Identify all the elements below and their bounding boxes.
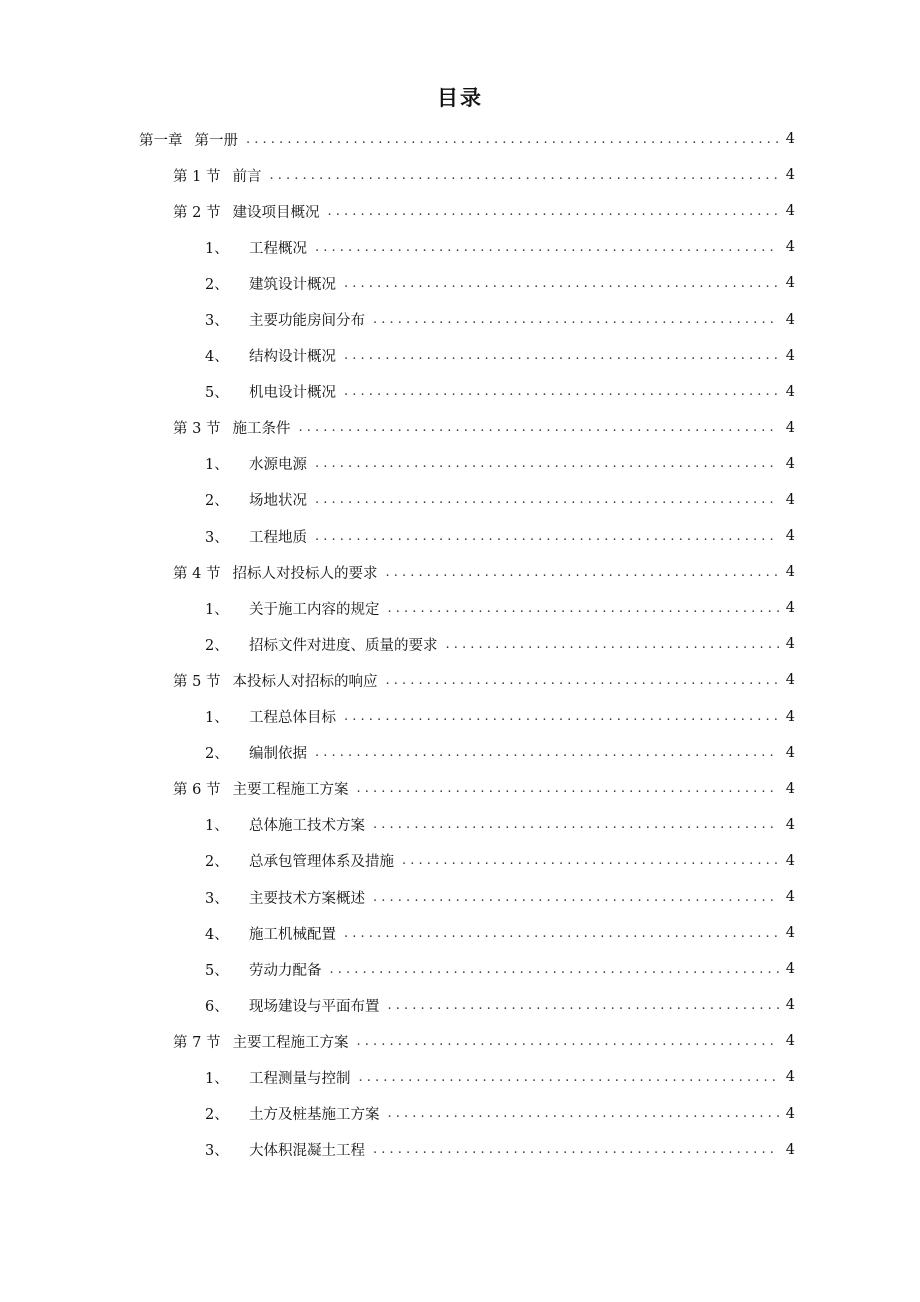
toc-entry-page-number: 4: [785, 491, 795, 508]
dot-leader: [446, 638, 780, 651]
toc-entry-text: 第一册: [194, 132, 238, 149]
toc-entry[interactable]: [0, 735, 920, 771]
toc-entry-page-number: 4: [785, 961, 795, 978]
toc-entry-text: 关于施工内容的规定: [249, 601, 380, 618]
toc-entry-page-number: 4: [785, 203, 795, 220]
toc-entry-number: 5、: [205, 385, 229, 402]
toc-entry-label: [173, 778, 348, 799]
toc-entry-text: 本投标人对招标的响应: [232, 673, 378, 690]
toc-entry-label: [173, 417, 290, 438]
dot-leader: [315, 530, 779, 543]
toc-entry-number: 4、: [205, 926, 229, 943]
toc-entry-label: [205, 345, 336, 366]
toc-entry-number: 第 7 节: [173, 1034, 221, 1051]
toc-entry[interactable]: [0, 374, 920, 410]
toc-entry-label: [205, 381, 336, 402]
toc-entry-number: 第一章: [139, 132, 183, 149]
toc-entry-text: 建设项目概况: [232, 204, 320, 221]
toc-entry-number: 3、: [205, 313, 229, 330]
toc-entry[interactable]: [0, 915, 920, 951]
toc-entry-number: 1、: [205, 1070, 229, 1087]
toc-entry[interactable]: [0, 987, 920, 1023]
toc-entry-text: 主要功能房间分布: [249, 313, 365, 330]
toc-entry-number: 2、: [205, 854, 229, 871]
toc-entry-number: 第 5 节: [173, 673, 221, 690]
toc-entry[interactable]: [0, 590, 920, 626]
toc-entry-label: [205, 887, 365, 908]
toc-entry[interactable]: [0, 699, 920, 735]
toc-entry-page-number: 4: [785, 780, 795, 797]
toc-entry[interactable]: [0, 265, 920, 301]
dot-leader: [246, 133, 779, 146]
dot-leader: [330, 963, 780, 976]
dot-leader: [269, 169, 779, 182]
toc-entry-page-number: 4: [785, 275, 795, 292]
toc-entry-page-number: 4: [785, 636, 795, 653]
toc-entry-number: 3、: [205, 529, 229, 546]
toc-entry-label: [205, 453, 307, 474]
toc-entry-number: 第 4 节: [173, 565, 221, 582]
toc-entry-text: 工程测量与控制: [249, 1070, 351, 1087]
toc-entry-page-number: 4: [785, 455, 795, 472]
toc-entry-page-number: 4: [785, 347, 795, 364]
toc-entry-page-number: 4: [785, 167, 795, 184]
toc-entry[interactable]: [0, 626, 920, 662]
dot-leader: [373, 313, 779, 326]
toc-entry-number: 2、: [205, 746, 229, 763]
dot-leader: [388, 999, 780, 1012]
toc-entry-label: [205, 489, 307, 510]
toc-entry-page-number: 4: [785, 708, 795, 725]
toc-entry-label: [205, 1103, 380, 1124]
toc-entry-page-number: 4: [785, 311, 795, 328]
toc-entry-page-number: 4: [785, 852, 795, 869]
toc-entry-page-number: 4: [785, 419, 795, 436]
toc-entry-label: [205, 598, 380, 619]
toc-entry-page-number: 4: [785, 925, 795, 942]
toc-entry-page-number: 4: [785, 1105, 795, 1122]
toc-entry-number: 第 6 节: [173, 782, 221, 799]
toc-entry-text: 主要工程施工方案: [232, 782, 349, 799]
toc-entry-page-number: 4: [785, 816, 795, 833]
toc-entry-page-number: 4: [785, 600, 795, 617]
toc-entry-number: 3、: [205, 890, 229, 907]
toc-entry[interactable]: [0, 843, 920, 879]
dot-leader: [388, 602, 780, 615]
dot-leader: [373, 818, 779, 831]
dot-leader: [327, 205, 779, 218]
toc-entry-number: 2、: [205, 637, 229, 654]
toc-entry-page-number: 4: [785, 997, 795, 1014]
toc-entry-text: 现场建设与平面布置: [249, 998, 380, 1015]
toc-entry-text: 招标文件对进度、质量的要求: [249, 637, 438, 654]
dot-leader: [388, 1107, 780, 1120]
toc-entry-number: 2、: [205, 1107, 229, 1124]
toc-entry-label: [205, 309, 365, 330]
dot-leader: [373, 1143, 779, 1156]
toc-entry-number: 1、: [205, 710, 229, 727]
toc-entry[interactable]: [0, 157, 920, 193]
toc-entry-label: [205, 273, 336, 294]
toc-entry[interactable]: [0, 879, 920, 915]
toc-entry-label: [173, 670, 377, 691]
toc-entry-page-number: 4: [785, 1033, 795, 1050]
toc-entry-page-number: 4: [785, 131, 795, 148]
toc-entry-number: 1、: [205, 601, 229, 618]
table-of-contents: [0, 121, 920, 1168]
toc-entry-label: [205, 814, 365, 835]
toc-entry-text: 施工条件: [232, 421, 291, 438]
toc-entry-text: 工程地质: [249, 529, 307, 546]
toc-entry-text: 招标人对投标人的要求: [232, 565, 378, 582]
dot-leader: [344, 710, 779, 723]
toc-entry-number: 第 2 节: [173, 204, 221, 221]
toc-entry-text: 总体施工技术方案: [249, 818, 365, 835]
toc-entry[interactable]: [0, 807, 920, 843]
toc-entry[interactable]: [0, 446, 920, 482]
toc-entry-label: [205, 1067, 351, 1088]
toc-entry-page-number: 4: [785, 672, 795, 689]
dot-leader: [356, 782, 779, 795]
toc-entry[interactable]: [0, 554, 920, 590]
toc-entry-text: 编制依据: [249, 746, 307, 763]
toc-entry-number: 6、: [205, 998, 229, 1015]
toc-entry-label: [205, 850, 394, 871]
toc-entry-text: 水源电源: [249, 457, 307, 474]
toc-entry-label: [205, 526, 307, 547]
toc-entry-page-number: 4: [785, 239, 795, 256]
toc-entry-label: [205, 706, 336, 727]
toc-entry-number: 4、: [205, 349, 229, 366]
toc-entry[interactable]: [0, 229, 920, 265]
toc-entry-page-number: 4: [785, 1141, 795, 1158]
toc-entry[interactable]: [0, 771, 920, 807]
dot-leader: [344, 277, 779, 290]
toc-entry-label: [173, 1031, 348, 1052]
toc-entry-text: 劳动力配备: [249, 962, 322, 979]
toc-entry-number: 第 1 节: [173, 168, 221, 185]
toc-entry-number: 1、: [205, 818, 229, 835]
dot-leader: [385, 566, 779, 579]
toc-entry-page-number: 4: [785, 889, 795, 906]
toc-entry-label: [205, 1139, 365, 1160]
toc-entry[interactable]: [0, 121, 920, 157]
toc-entry-text: 结构设计概况: [249, 349, 336, 366]
toc-entry-text: 前言: [232, 168, 262, 185]
toc-entry-label: [205, 237, 307, 258]
dot-leader: [315, 493, 779, 506]
toc-entry-text: 总承包管理体系及措施: [249, 854, 394, 871]
toc-entry[interactable]: [0, 1059, 920, 1095]
toc-entry-label: [205, 959, 322, 980]
dot-leader: [344, 927, 779, 940]
dot-leader: [344, 349, 779, 362]
toc-entry-text: 施工机械配置: [249, 926, 336, 943]
toc-entry-number: 2、: [205, 493, 229, 510]
toc-entry-text: 主要工程施工方案: [232, 1034, 349, 1051]
toc-entry-label: [205, 742, 307, 763]
dot-leader: [356, 1035, 779, 1048]
toc-entry[interactable]: [0, 1096, 920, 1132]
toc-entry-label: [205, 995, 380, 1016]
dot-leader: [315, 746, 779, 759]
toc-entry-text: 机电设计概况: [249, 385, 336, 402]
dot-leader: [402, 854, 779, 867]
toc-entry-number: 第 3 节: [173, 421, 221, 438]
toc-title: 目录: [437, 85, 483, 110]
toc-entry-text: 主要技术方案概述: [249, 890, 365, 907]
toc-entry-number: 1、: [205, 457, 229, 474]
toc-entry-number: 5、: [205, 962, 229, 979]
toc-entry-number: 3、: [205, 1143, 229, 1160]
toc-entry-label: [173, 165, 261, 186]
toc-entry-page-number: 4: [785, 1069, 795, 1086]
dot-leader: [373, 891, 779, 904]
dot-leader: [315, 457, 779, 470]
toc-entry-text: 土方及桩基施工方案: [249, 1107, 380, 1124]
toc-entry[interactable]: [0, 662, 920, 698]
toc-entry-page-number: 4: [785, 528, 795, 545]
toc-entry[interactable]: [0, 410, 920, 446]
toc-entry-text: 场地状况: [249, 493, 307, 510]
dot-leader: [298, 421, 779, 434]
toc-entry-label: [205, 634, 438, 655]
toc-entry[interactable]: [0, 338, 920, 374]
toc-entry-text: 建筑设计概况: [249, 276, 336, 293]
toc-entry-page-number: 4: [785, 744, 795, 761]
toc-entry-label: [205, 923, 336, 944]
toc-entry[interactable]: [0, 301, 920, 337]
toc-entry-number: 1、: [205, 240, 229, 257]
toc-entry-page-number: 4: [785, 383, 795, 400]
toc-entry-label: [173, 562, 377, 583]
toc-entry[interactable]: [0, 518, 920, 554]
toc-entry-number: 2、: [205, 276, 229, 293]
toc-entry-label: [173, 201, 319, 222]
toc-entry[interactable]: [0, 193, 920, 229]
toc-entry-label: [139, 129, 238, 150]
toc-entry[interactable]: [0, 482, 920, 518]
toc-entry-text: 工程总体目标: [249, 710, 336, 727]
toc-entry[interactable]: [0, 951, 920, 987]
toc-entry-text: 大体积混凝土工程: [249, 1143, 365, 1160]
dot-leader: [385, 674, 779, 687]
dot-leader: [359, 1071, 780, 1084]
toc-entry-page-number: 4: [785, 564, 795, 581]
dot-leader: [344, 385, 779, 398]
toc-entry[interactable]: [0, 1023, 920, 1059]
toc-entry-text: 工程概况: [249, 240, 307, 257]
dot-leader: [315, 241, 779, 254]
toc-entry[interactable]: [0, 1132, 920, 1168]
